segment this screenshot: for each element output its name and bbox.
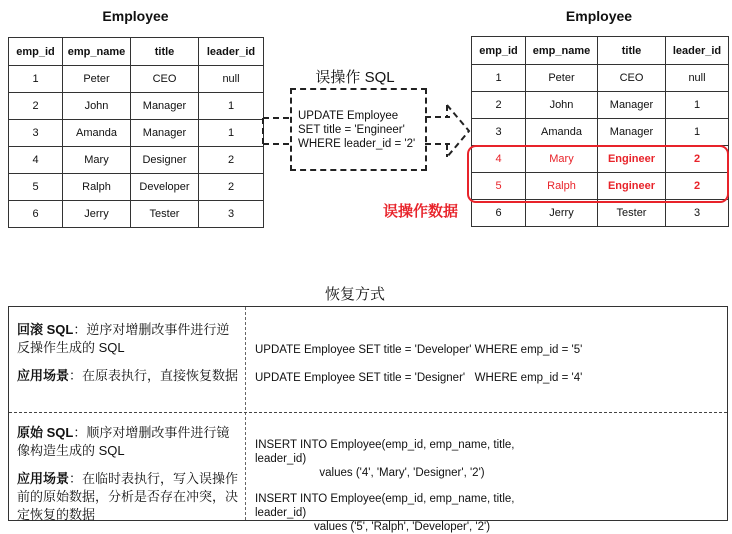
column-header: emp_id (9, 38, 63, 66)
cell: 1 (472, 65, 526, 92)
cell: Developer (131, 174, 199, 201)
cell: 1 (666, 92, 729, 119)
cell: Tester (131, 201, 199, 228)
sql-line: values ('4', 'Mary', 'Designer', '2') (319, 467, 485, 479)
scene-label: 应用场景 (17, 368, 70, 383)
cell: Amanda (526, 119, 598, 146)
table-row (472, 65, 729, 92)
cell: 6 (472, 200, 526, 227)
cell: 4 (472, 146, 526, 173)
cell: 2 (199, 147, 264, 174)
sql-line: UPDATE Employee SET title = 'Designer' WHERE emp_id = '4' (255, 372, 583, 384)
cell: Manager (598, 92, 666, 119)
left-employee-table (8, 37, 264, 228)
column-header: emp_name (63, 38, 131, 66)
cell: 3 (199, 201, 264, 228)
cell: 1 (9, 66, 63, 93)
table-row (9, 120, 264, 147)
rollback-description (9, 321, 239, 385)
modified-rows-highlight (467, 145, 729, 203)
left-table-title: Employee (102, 8, 169, 24)
cell: 5 (9, 174, 63, 201)
mistake-sql-box (290, 88, 427, 171)
cell: 1 (199, 120, 264, 147)
rollback-scene (17, 367, 239, 385)
cell: Ralph (526, 173, 598, 200)
cell: 5 (472, 173, 526, 200)
sql-statement (255, 438, 549, 480)
column-header: emp_name (526, 37, 598, 65)
sql-line: SET title = 'Engineer' (298, 123, 405, 136)
table-row (472, 119, 729, 146)
cell: CEO (598, 65, 666, 92)
cell: 6 (9, 201, 63, 228)
cell: 2 (666, 146, 729, 173)
cell: 3 (666, 200, 729, 227)
cell: null (666, 65, 729, 92)
cell: 3 (472, 119, 526, 146)
cell: John (63, 93, 131, 120)
original-name: 原始 SQL (17, 425, 74, 440)
cell: Mary (63, 147, 131, 174)
right-table-title: Employee (565, 8, 633, 24)
cell: Tester (598, 200, 666, 227)
mistake-data-label: 误操作数据 (383, 203, 459, 220)
cell: Designer (131, 147, 199, 174)
recovery-title: 恢复方式 (324, 286, 385, 303)
cell: Peter (63, 66, 131, 93)
cell: null (199, 66, 264, 93)
rollback-def (17, 321, 239, 357)
row-divider (9, 412, 727, 413)
sql-line: INSERT INTO Employee(emp_id, emp_name, title, leader_id) (255, 439, 515, 465)
original-scene (17, 470, 239, 524)
cell: 2 (666, 173, 729, 200)
sql-statement (255, 492, 549, 534)
original-def (17, 424, 239, 460)
rollback-desc: ：逆序对增删改事件进行逆反操作生成的 SQL (17, 322, 230, 355)
scene-label: 应用场景 (17, 471, 70, 486)
cell: Engineer (598, 146, 666, 173)
cell: Engineer (598, 173, 666, 200)
column-header: title (598, 37, 666, 65)
cell: Peter (526, 65, 598, 92)
scene-text: ：在临时表执行，写入误操作前的原始数据，分析是否存在冲突，决定恢复的数据 (17, 471, 239, 522)
cell: 2 (472, 92, 526, 119)
original-description (9, 424, 239, 524)
cell: 2 (199, 174, 264, 201)
cell: John (526, 92, 598, 119)
table-row (472, 200, 729, 227)
original-desc: ：顺序对增删改事件进行镜像构造生成的 SQL (17, 425, 230, 458)
cell: Jerry (63, 201, 131, 228)
original-sql (249, 438, 549, 534)
cell: 2 (9, 93, 63, 120)
column-header: leader_id (199, 38, 264, 66)
cell: Ralph (63, 174, 131, 201)
cell: Jerry (526, 200, 598, 227)
table-row (472, 92, 729, 119)
recovery-table (8, 306, 728, 533)
table-row (9, 147, 264, 174)
mistake-sql-label: 误操作 SQL (315, 69, 395, 86)
cell: Mary (526, 146, 598, 173)
column-header: leader_id (666, 37, 729, 65)
cell: 4 (9, 147, 63, 174)
table-row (9, 174, 264, 201)
column-header: title (131, 38, 199, 66)
rollback-name: 回滚 SQL (17, 322, 74, 337)
table-row (9, 66, 264, 93)
sql-line: UPDATE Employee SET title = 'Developer' WHERE emp_id = '5' (255, 344, 583, 356)
cell: Amanda (63, 120, 131, 147)
table-header-row (9, 38, 264, 66)
cell: CEO (131, 66, 199, 93)
cell: Manager (131, 93, 199, 120)
column-header: emp_id (472, 37, 526, 65)
sql-line: WHERE leader_id = '2' (298, 137, 416, 150)
sql-line: values ('5', 'Ralph', 'Developer', '2') (313, 521, 491, 533)
sql-line: INSERT INTO Employee(emp_id, emp_name, title, leader_id) (255, 493, 515, 519)
table-row (9, 93, 264, 120)
scene-text: ：在原表执行，直接恢复数据 (69, 368, 239, 383)
cell: Manager (598, 119, 666, 146)
cell: Manager (131, 120, 199, 147)
cell: 3 (9, 120, 63, 147)
table-header-row (472, 37, 729, 65)
cell: 1 (666, 119, 729, 146)
rollback-sql (249, 343, 719, 385)
cell: 1 (199, 93, 264, 120)
column-divider (245, 307, 246, 520)
sql-line: UPDATE Employee (298, 109, 399, 122)
table-row (9, 201, 264, 228)
